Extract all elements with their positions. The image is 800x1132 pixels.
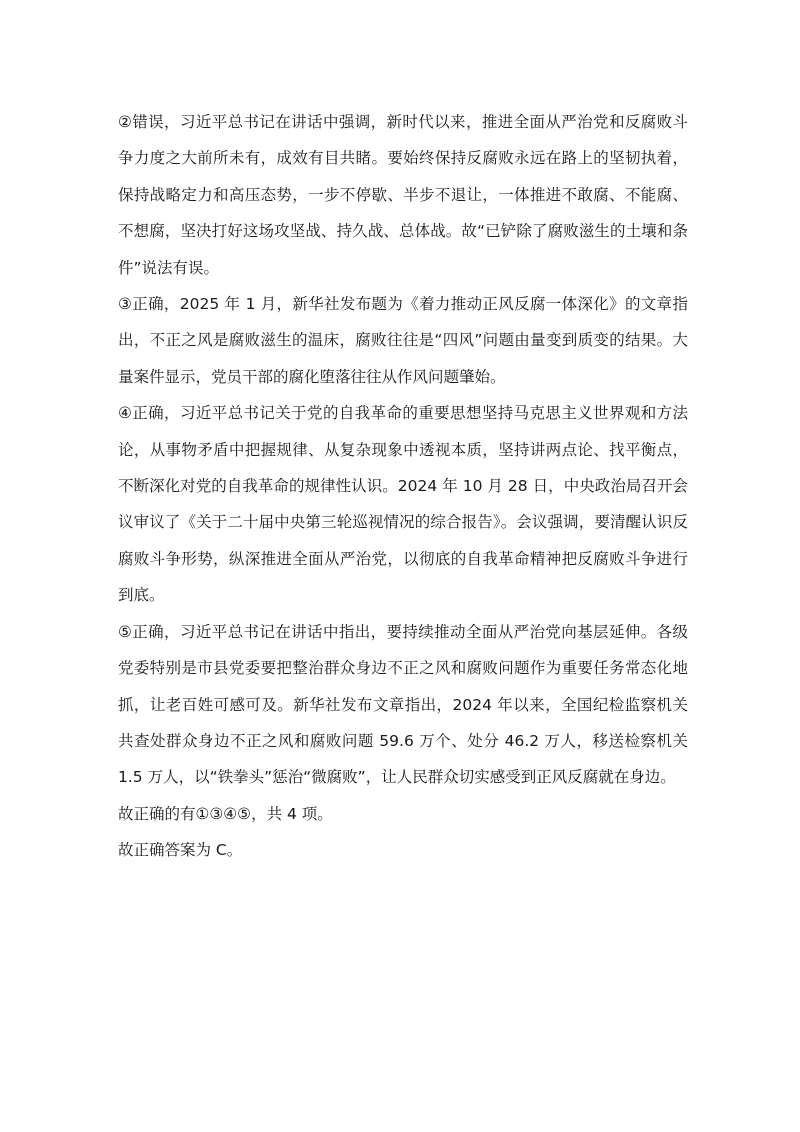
explanation-item-5: ⑤正确，习近平总书记在讲话中指出，要持续推动全面从严治党向基层延伸。各级党委特别是市县党委要把整治群众身边不正之风和腐败问题作为重要任务常态化地抓，让老百姓可感可及。新华社发布文章指出，2024 年以来，全国纪检监察机关共查处群众身边不正之风和腐败问题 59.6 万个、处分 46.2 万人，移送检察机关 1.5 万人，以“铁拳头”惩治“微腐败”，让人民群众切实感受到正风反腐就在身边。 [118,622,688,787]
explanation-item-4: ④正确，习近平总书记关于党的自我革命的重要思想坚持马克思主义世界观和方法论，从事物矛盾中把握规律、从复杂现象中透视本质，坚持讲两点论、找平衡点，不断深化对党的自我革命的规律性认识。2024 年 10 月 28 日，中央政治局召开会议审议了《关于二十届中央第三轮巡视情况的综合报告》。会议强调，要清醒认识反腐败斗争形势，纵深推进全面从严治党，以彻底的自我革命精神把反腐败斗争进行到底。 [118,404,688,605]
explanation-item-3: ③正确，2025 年 1 月，新华社发布题为《着力推动正风反腐一体深化》的文章指出，不正之风是腐败滋生的温床，腐败往往是“四风”问题由量变到质变的结果。大量案件显示，党员干部的腐化堕落往往从作风问题肇始。 [118,295,688,386]
conclusion-count: 故正确的有①③④⑤，共 4 项。 [118,804,333,823]
explanation-item-2: ②错误，习近平总书记在讲话中强调，新时代以来，推进全面从严治党和反腐败斗争力度之大前所未有，成效有目共睹。要始终保持反腐败永远在路上的坚韧执着，保持战略定力和高压态势，一步不停歇、半步不退让，一体推进不敢腐、不能腐、不想腐，坚决打好这场攻坚战、持久战、总体战。故“已铲除了腐败滋生的土壤和条件”说法有误。 [118,113,688,277]
answer-explanation [118,104,688,869]
final-answer: 故正确答案为 C。 [118,841,243,860]
